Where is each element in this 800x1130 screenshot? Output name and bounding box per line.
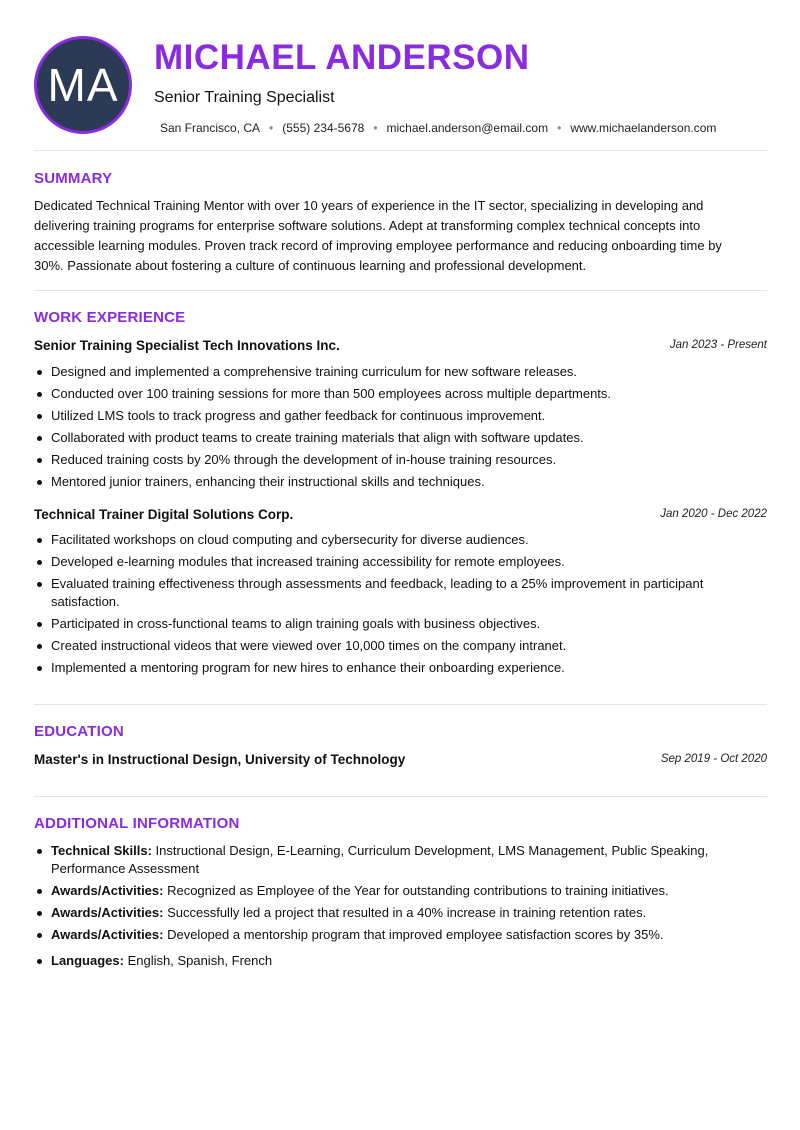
- item-text: English, Spanish, French: [123, 953, 273, 968]
- divider: [34, 704, 767, 705]
- item-label: Awards/Activities:: [51, 883, 164, 898]
- job-bullets: [34, 363, 754, 495]
- education-entry: [34, 752, 767, 770]
- contact-location: San Francisco, CA: [160, 121, 261, 135]
- job-role: Technical Trainer Digital Solutions Corp.: [34, 507, 294, 522]
- education-dates: Sep 2019 - Oct 2020: [660, 753, 767, 765]
- item-text: Recognized as Employee of the Year for outstanding contributions to training initiatives.: [163, 883, 669, 898]
- separator-dot: •: [373, 121, 378, 135]
- avatar-initials: MA: [47, 59, 119, 111]
- list-item: Evaluated training effectiveness through assessments and feedback, leading to a 25% improvement in participant satisfaction.: [34, 575, 754, 611]
- job-dates: Jan 2020 - Dec 2022: [660, 508, 767, 520]
- separator-dot: •: [557, 121, 562, 135]
- list-item: Utilized LMS tools to track progress and gather feedback for continuous improvement.: [34, 407, 754, 425]
- list-item: Facilitated workshops on cloud computing and cybersecurity for diverse audiences.: [34, 531, 754, 549]
- candidate-title: Senior Training Specialist: [154, 89, 335, 106]
- candidate-name: MICHAEL ANDERSON: [154, 38, 530, 77]
- education-heading: EDUCATION: [34, 723, 124, 740]
- separator-dot: •: [269, 121, 274, 135]
- list-item: [34, 926, 754, 944]
- avatar: [34, 36, 132, 134]
- list-item: Created instructional videos that were viewed over 10,000 times on the company intranet.: [34, 637, 754, 655]
- job-bullets: [34, 531, 754, 681]
- divider: [34, 150, 767, 151]
- job-dates: Jan 2023 - Present: [669, 339, 767, 351]
- contact-website[interactable]: www.michaelanderson.com: [570, 121, 717, 135]
- list-item: [34, 952, 754, 970]
- item-label: Technical Skills:: [51, 843, 152, 858]
- list-item: Mentored junior trainers, enhancing their instructional skills and techniques.: [34, 473, 754, 491]
- job-role: Senior Training Specialist Tech Innovations Inc.: [34, 338, 340, 353]
- contact-email[interactable]: michael.anderson@email.com: [386, 121, 549, 135]
- divider: [34, 796, 767, 797]
- summary-text: Dedicated Technical Training Mentor with over 10 years of experience in the IT sector, specializing in developing and delivering training programs for enterprise software solutions. Adept at transforming complex technical concepts into accessible learning modules. Proven track record of improving employee performance and reducing onboarding time by 30%. Passionate about fostering a culture of continuous learning and professional development.: [34, 198, 722, 273]
- list-item: Designed and implemented a comprehensive training curriculum for new software releases.: [34, 363, 754, 381]
- list-item: [34, 882, 754, 900]
- contact-phone: (555) 234-5678: [282, 121, 365, 135]
- degree: Master's in Instructional Design, University of Technology: [34, 752, 406, 767]
- item-text: Instructional Design, E-Learning, Curriculum Development, LMS Management, Public Speaking, Performance Assessment: [51, 843, 709, 876]
- divider: [34, 290, 767, 291]
- list-item: Conducted over 100 training sessions for more than 500 employees across multiple departments.: [34, 385, 754, 403]
- list-item: Participated in cross-functional teams to align training goals with business objectives.: [34, 615, 754, 633]
- item-label: Awards/Activities:: [51, 927, 164, 942]
- job-header: [34, 507, 767, 525]
- additional-heading: ADDITIONAL INFORMATION: [34, 815, 240, 832]
- list-item: Developed e-learning modules that increased training accessibility for remote employees.: [34, 553, 754, 571]
- item-label: Awards/Activities:: [51, 905, 164, 920]
- list-item: Implemented a mentoring program for new hires to enhance their onboarding experience.: [34, 659, 754, 677]
- list-item: [34, 904, 754, 922]
- additional-list: [34, 842, 754, 974]
- item-text: Developed a mentorship program that improved employee satisfaction scores by 35%.: [163, 927, 664, 942]
- contact-line: [160, 121, 716, 135]
- list-item: [34, 842, 754, 878]
- summary-heading: SUMMARY: [34, 170, 113, 187]
- experience-heading: WORK EXPERIENCE: [34, 309, 186, 326]
- list-item: Collaborated with product teams to create training materials that align with software updates.: [34, 429, 754, 447]
- job-header: [34, 338, 767, 356]
- item-label: Languages:: [51, 953, 124, 968]
- item-text: Successfully led a project that resulted in a 40% increase in training retention rates.: [163, 905, 647, 920]
- list-item: Reduced training costs by 20% through the development of in-house training resources.: [34, 451, 754, 469]
